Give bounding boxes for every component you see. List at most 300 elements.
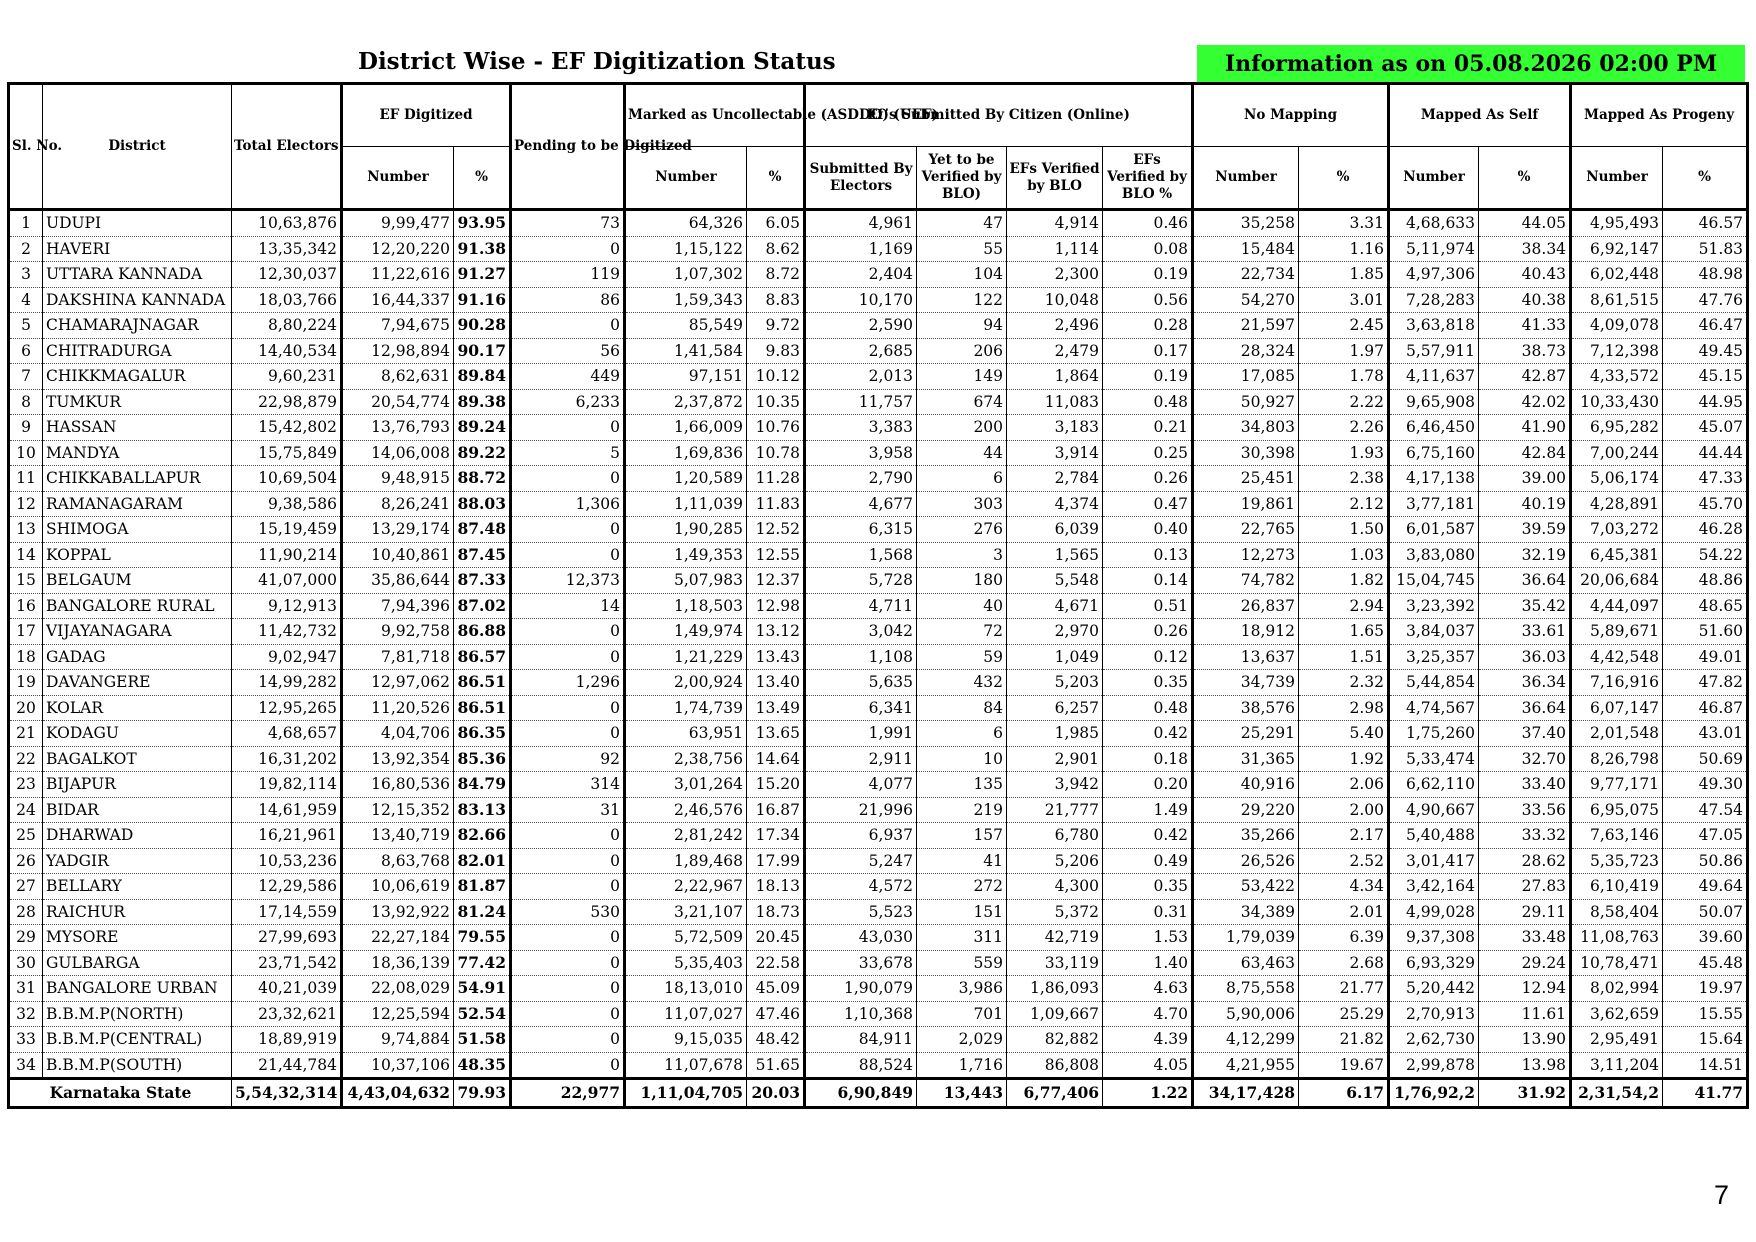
value-cell: 14,99,282: [232, 670, 342, 696]
sub-submitted-by-electors: Submitted By Electors: [805, 147, 917, 210]
total-cell: 31.92: [1479, 1079, 1571, 1108]
value-cell: 0: [511, 976, 625, 1002]
value-cell: 5,203: [1007, 670, 1103, 696]
value-cell: 25.29: [1299, 1001, 1389, 1027]
value-cell: 1,18,503: [625, 593, 747, 619]
value-cell: 9.83: [747, 338, 805, 364]
value-cell: 14.64: [747, 746, 805, 772]
value-cell: 4,21,955: [1193, 1052, 1299, 1079]
value-cell: 13.65: [747, 721, 805, 747]
value-cell: 2,38,756: [625, 746, 747, 772]
value-cell: 1,108: [805, 644, 917, 670]
value-cell: 35,86,644: [342, 568, 454, 594]
district-cell: CHITRADURGA: [43, 338, 232, 364]
table-row: [9, 466, 1748, 492]
sl-cell: 27: [9, 874, 43, 900]
value-cell: 1,991: [805, 721, 917, 747]
value-cell: 4,300: [1007, 874, 1103, 900]
value-cell: 31,365: [1193, 746, 1299, 772]
value-cell: 14,06,008: [342, 440, 454, 466]
value-cell: 1.65: [1299, 619, 1389, 645]
value-cell: 219: [917, 797, 1007, 823]
district-cell: BANGALORE URBAN: [43, 976, 232, 1002]
sl-cell: 29: [9, 925, 43, 951]
value-cell: 74,782: [1193, 568, 1299, 594]
value-cell: 4,42,548: [1571, 644, 1663, 670]
value-cell: 1,049: [1007, 644, 1103, 670]
district-cell: MYSORE: [43, 925, 232, 951]
value-cell: 8,26,241: [342, 491, 454, 517]
total-row: [9, 1079, 1748, 1108]
value-cell: 33.48: [1479, 925, 1571, 951]
value-cell: 12.94: [1479, 976, 1571, 1002]
sub-number: Number: [1571, 147, 1663, 210]
sl-cell: 20: [9, 695, 43, 721]
value-cell: 20,06,684: [1571, 568, 1663, 594]
value-cell: 22,98,879: [232, 389, 342, 415]
value-cell: 3,01,417: [1389, 848, 1479, 874]
value-cell: 157: [917, 823, 1007, 849]
total-cell: 1,76,92,2: [1389, 1079, 1479, 1108]
value-cell: 3,25,357: [1389, 644, 1479, 670]
value-cell: 122: [917, 287, 1007, 313]
value-cell: 3,01,264: [625, 772, 747, 798]
table-row: [9, 848, 1748, 874]
district-cell: BANGALORE RURAL: [43, 593, 232, 619]
value-cell: 18,36,139: [342, 950, 454, 976]
value-cell: 10,40,861: [342, 542, 454, 568]
value-cell: 104: [917, 262, 1007, 288]
value-cell: 21.77: [1299, 976, 1389, 1002]
value-cell: 12,25,594: [342, 1001, 454, 1027]
district-cell: TUMKUR: [43, 389, 232, 415]
value-cell: 5,523: [805, 899, 917, 925]
district-cell: CHAMARAJNAGAR: [43, 313, 232, 339]
table-row: [9, 1027, 1748, 1053]
value-cell: 43,030: [805, 925, 917, 951]
value-cell: 9,38,586: [232, 491, 342, 517]
value-cell: 21,777: [1007, 797, 1103, 823]
total-cell: 6,77,406: [1007, 1079, 1103, 1108]
value-cell: 3,942: [1007, 772, 1103, 798]
value-cell: 18,13,010: [625, 976, 747, 1002]
value-cell: 4,711: [805, 593, 917, 619]
value-cell: 7,00,244: [1571, 440, 1663, 466]
value-cell: 2.00: [1299, 797, 1389, 823]
table-row: [9, 262, 1748, 288]
value-cell: 0.26: [1103, 466, 1193, 492]
value-cell: 88,524: [805, 1052, 917, 1079]
table-row: [9, 899, 1748, 925]
sl-cell: 28: [9, 899, 43, 925]
value-cell: 37.40: [1479, 721, 1571, 747]
value-cell: 46.87: [1663, 695, 1748, 721]
value-cell: 6,95,075: [1571, 797, 1663, 823]
value-cell: 14,61,959: [232, 797, 342, 823]
value-cell: 89.24: [454, 415, 511, 441]
district-cell: B.B.M.P(NORTH): [43, 1001, 232, 1027]
value-cell: 23,71,542: [232, 950, 342, 976]
value-cell: 20,54,774: [342, 389, 454, 415]
value-cell: 2,01,548: [1571, 721, 1663, 747]
value-cell: 86,808: [1007, 1052, 1103, 1079]
value-cell: 15,42,802: [232, 415, 342, 441]
value-cell: 35,266: [1193, 823, 1299, 849]
value-cell: 272: [917, 874, 1007, 900]
value-cell: 1,10,368: [805, 1001, 917, 1027]
value-cell: 5,372: [1007, 899, 1103, 925]
value-cell: 5,35,403: [625, 950, 747, 976]
table-row: [9, 542, 1748, 568]
table-row: [9, 695, 1748, 721]
district-cell: KOPPAL: [43, 542, 232, 568]
value-cell: 4,28,891: [1571, 491, 1663, 517]
value-cell: 13.40: [747, 670, 805, 696]
sub-number: Number: [625, 147, 747, 210]
value-cell: 1,07,302: [625, 262, 747, 288]
value-cell: 52.54: [454, 1001, 511, 1027]
value-cell: 50.86: [1663, 848, 1748, 874]
sl-cell: 30: [9, 950, 43, 976]
total-cell: 6.17: [1299, 1079, 1389, 1108]
table-row: [9, 721, 1748, 747]
value-cell: 10,53,236: [232, 848, 342, 874]
value-cell: 0: [511, 823, 625, 849]
value-cell: 44.95: [1663, 389, 1748, 415]
value-cell: 47.82: [1663, 670, 1748, 696]
value-cell: 33.32: [1479, 823, 1571, 849]
value-cell: 11,083: [1007, 389, 1103, 415]
sl-cell: 6: [9, 338, 43, 364]
district-cell: VIJAYANAGARA: [43, 619, 232, 645]
value-cell: 18,912: [1193, 619, 1299, 645]
value-cell: 0.47: [1103, 491, 1193, 517]
value-cell: 17.99: [747, 848, 805, 874]
value-cell: 200: [917, 415, 1007, 441]
value-cell: 10,06,619: [342, 874, 454, 900]
value-cell: 93.95: [454, 210, 511, 237]
value-cell: 0.40: [1103, 517, 1193, 543]
value-cell: 40,21,039: [232, 976, 342, 1002]
value-cell: 7,12,398: [1571, 338, 1663, 364]
table-row: [9, 950, 1748, 976]
value-cell: 6: [917, 721, 1007, 747]
table-row: [9, 1052, 1748, 1079]
value-cell: 7,94,396: [342, 593, 454, 619]
value-cell: 6,233: [511, 389, 625, 415]
district-cell: HASSAN: [43, 415, 232, 441]
value-cell: 12,15,352: [342, 797, 454, 823]
value-cell: 1.97: [1299, 338, 1389, 364]
district-cell: CHIKKMAGALUR: [43, 364, 232, 390]
report-title: District Wise - EF Digitization Status: [358, 48, 836, 75]
value-cell: 4,572: [805, 874, 917, 900]
value-cell: 9,37,308: [1389, 925, 1479, 951]
value-cell: 18,89,919: [232, 1027, 342, 1053]
value-cell: 0.48: [1103, 389, 1193, 415]
value-cell: 8.72: [747, 262, 805, 288]
value-cell: 7,63,146: [1571, 823, 1663, 849]
value-cell: 48.86: [1663, 568, 1748, 594]
value-cell: 36.64: [1479, 695, 1571, 721]
col-ef-digitized: EF Digitized: [342, 84, 511, 147]
value-cell: 4,68,657: [232, 721, 342, 747]
value-cell: 0: [511, 236, 625, 262]
sl-cell: 14: [9, 542, 43, 568]
value-cell: 6,341: [805, 695, 917, 721]
sub-yet-verified: Yet to be Verified by BLO): [917, 147, 1007, 210]
value-cell: 2.38: [1299, 466, 1389, 492]
value-cell: 8,61,515: [1571, 287, 1663, 313]
table-row: [9, 364, 1748, 390]
value-cell: 12,20,220: [342, 236, 454, 262]
value-cell: 3,11,204: [1571, 1052, 1663, 1079]
value-cell: 40: [917, 593, 1007, 619]
value-cell: 29,220: [1193, 797, 1299, 823]
value-cell: 2.52: [1299, 848, 1389, 874]
value-cell: 530: [511, 899, 625, 925]
value-cell: 2.94: [1299, 593, 1389, 619]
value-cell: 7,28,283: [1389, 287, 1479, 313]
value-cell: 1,20,589: [625, 466, 747, 492]
value-cell: 11.28: [747, 466, 805, 492]
value-cell: 1.40: [1103, 950, 1193, 976]
value-cell: 48.98: [1663, 262, 1748, 288]
value-cell: 7,94,675: [342, 313, 454, 339]
value-cell: 2.17: [1299, 823, 1389, 849]
value-cell: 8,75,558: [1193, 976, 1299, 1002]
value-cell: 19,861: [1193, 491, 1299, 517]
value-cell: 21.82: [1299, 1027, 1389, 1053]
value-cell: 5,89,671: [1571, 619, 1663, 645]
value-cell: 86.51: [454, 670, 511, 696]
value-cell: 1.78: [1299, 364, 1389, 390]
value-cell: 4.39: [1103, 1027, 1193, 1053]
value-cell: 3,42,164: [1389, 874, 1479, 900]
sl-cell: 8: [9, 389, 43, 415]
total-cell: 1,11,04,705: [625, 1079, 747, 1108]
value-cell: 4,33,572: [1571, 364, 1663, 390]
value-cell: 3,83,080: [1389, 542, 1479, 568]
value-cell: 12.55: [747, 542, 805, 568]
sl-cell: 19: [9, 670, 43, 696]
value-cell: 32.70: [1479, 746, 1571, 772]
table-row: [9, 491, 1748, 517]
value-cell: 151: [917, 899, 1007, 925]
value-cell: 86: [511, 287, 625, 313]
value-cell: 6.05: [747, 210, 805, 237]
sub-efs-verified-pct: EFs Verified by BLO %: [1103, 147, 1193, 210]
district-cell: UTTARA KANNADA: [43, 262, 232, 288]
value-cell: 4,09,078: [1571, 313, 1663, 339]
total-cell: 22,977: [511, 1079, 625, 1108]
value-cell: 3,914: [1007, 440, 1103, 466]
total-cell: 41.77: [1663, 1079, 1748, 1108]
value-cell: 7,03,272: [1571, 517, 1663, 543]
value-cell: 87.48: [454, 517, 511, 543]
total-cell: 1.22: [1103, 1079, 1193, 1108]
value-cell: 54.22: [1663, 542, 1748, 568]
district-cell: DAVANGERE: [43, 670, 232, 696]
value-cell: 39.60: [1663, 925, 1748, 951]
value-cell: 0.28: [1103, 313, 1193, 339]
value-cell: 31: [511, 797, 625, 823]
value-cell: 0.31: [1103, 899, 1193, 925]
value-cell: 82.66: [454, 823, 511, 849]
value-cell: 79.55: [454, 925, 511, 951]
value-cell: 45.70: [1663, 491, 1748, 517]
value-cell: 4,12,299: [1193, 1027, 1299, 1053]
value-cell: 10.35: [747, 389, 805, 415]
value-cell: 135: [917, 772, 1007, 798]
value-cell: 6.39: [1299, 925, 1389, 951]
value-cell: 0: [511, 1001, 625, 1027]
sl-cell: 4: [9, 287, 43, 313]
value-cell: 1,114: [1007, 236, 1103, 262]
value-cell: 49.01: [1663, 644, 1748, 670]
value-cell: 45.48: [1663, 950, 1748, 976]
value-cell: 13,92,354: [342, 746, 454, 772]
value-cell: 0: [511, 644, 625, 670]
value-cell: 276: [917, 517, 1007, 543]
value-cell: 5,20,442: [1389, 976, 1479, 1002]
value-cell: 1.03: [1299, 542, 1389, 568]
value-cell: 4,04,706: [342, 721, 454, 747]
value-cell: 11,07,678: [625, 1052, 747, 1079]
value-cell: 17,14,559: [232, 899, 342, 925]
value-cell: 28.62: [1479, 848, 1571, 874]
value-cell: 13,76,793: [342, 415, 454, 441]
value-cell: 23,32,621: [232, 1001, 342, 1027]
value-cell: 1.93: [1299, 440, 1389, 466]
district-cell: RAMANAGARAM: [43, 491, 232, 517]
value-cell: 35,258: [1193, 210, 1299, 237]
value-cell: 0: [511, 517, 625, 543]
value-cell: 28,324: [1193, 338, 1299, 364]
value-cell: 88.03: [454, 491, 511, 517]
value-cell: 1.53: [1103, 925, 1193, 951]
value-cell: 5,728: [805, 568, 917, 594]
value-cell: 40,916: [1193, 772, 1299, 798]
sub-percent: %: [454, 147, 511, 210]
value-cell: 27,99,693: [232, 925, 342, 951]
value-cell: 0.12: [1103, 644, 1193, 670]
sub-percent: %: [1299, 147, 1389, 210]
value-cell: 5,72,509: [625, 925, 747, 951]
sl-cell: 3: [9, 262, 43, 288]
value-cell: 59: [917, 644, 1007, 670]
value-cell: 91.38: [454, 236, 511, 262]
value-cell: 14: [511, 593, 625, 619]
district-cell: UDUPI: [43, 210, 232, 237]
value-cell: 20.45: [747, 925, 805, 951]
value-cell: 12.52: [747, 517, 805, 543]
value-cell: 2,013: [805, 364, 917, 390]
value-cell: 38.73: [1479, 338, 1571, 364]
value-cell: 22.58: [747, 950, 805, 976]
value-cell: 41.90: [1479, 415, 1571, 441]
value-cell: 11,20,526: [342, 695, 454, 721]
value-cell: 2.01: [1299, 899, 1389, 925]
value-cell: 13,35,342: [232, 236, 342, 262]
district-cell: GULBARGA: [43, 950, 232, 976]
table-row: [9, 797, 1748, 823]
value-cell: 7,16,916: [1571, 670, 1663, 696]
value-cell: 81.87: [454, 874, 511, 900]
value-cell: 6,039: [1007, 517, 1103, 543]
total-cell: 2,31,54,2: [1571, 1079, 1663, 1108]
value-cell: 51.60: [1663, 619, 1748, 645]
value-cell: 2,300: [1007, 262, 1103, 288]
value-cell: 50,927: [1193, 389, 1299, 415]
page-number: 7: [1714, 1180, 1730, 1210]
value-cell: 43.01: [1663, 721, 1748, 747]
value-cell: 5.40: [1299, 721, 1389, 747]
sl-cell: 22: [9, 746, 43, 772]
value-cell: 18,03,766: [232, 287, 342, 313]
sl-cell: 10: [9, 440, 43, 466]
value-cell: 3,21,107: [625, 899, 747, 925]
value-cell: 82.01: [454, 848, 511, 874]
value-cell: 4,99,028: [1389, 899, 1479, 925]
value-cell: 39.59: [1479, 517, 1571, 543]
value-cell: 86.57: [454, 644, 511, 670]
value-cell: 29.24: [1479, 950, 1571, 976]
value-cell: 40.38: [1479, 287, 1571, 313]
value-cell: 1,864: [1007, 364, 1103, 390]
value-cell: 0: [511, 313, 625, 339]
value-cell: 6,46,450: [1389, 415, 1479, 441]
value-cell: 45.15: [1663, 364, 1748, 390]
value-cell: 0.42: [1103, 721, 1193, 747]
value-cell: 0: [511, 695, 625, 721]
value-cell: 303: [917, 491, 1007, 517]
table-body: [9, 210, 1748, 1079]
value-cell: 7,81,718: [342, 644, 454, 670]
value-cell: 45.09: [747, 976, 805, 1002]
value-cell: 0.25: [1103, 440, 1193, 466]
value-cell: 0.13: [1103, 542, 1193, 568]
district-cell: CHIKKABALLAPUR: [43, 466, 232, 492]
value-cell: 1.85: [1299, 262, 1389, 288]
value-cell: 44.05: [1479, 210, 1571, 237]
value-cell: 0: [511, 466, 625, 492]
value-cell: 90.17: [454, 338, 511, 364]
value-cell: 64,326: [625, 210, 747, 237]
value-cell: 51.58: [454, 1027, 511, 1053]
value-cell: 6,93,329: [1389, 950, 1479, 976]
value-cell: 22,765: [1193, 517, 1299, 543]
value-cell: 0.18: [1103, 746, 1193, 772]
value-cell: 0: [511, 925, 625, 951]
value-cell: 2,00,924: [625, 670, 747, 696]
table-row: [9, 746, 1748, 772]
table-row: [9, 313, 1748, 339]
value-cell: 1,79,039: [1193, 925, 1299, 951]
value-cell: 21,44,784: [232, 1052, 342, 1079]
sub-number: Number: [1193, 147, 1299, 210]
value-cell: 27.83: [1479, 874, 1571, 900]
value-cell: 84: [917, 695, 1007, 721]
value-cell: 11,757: [805, 389, 917, 415]
district-cell: BAGALKOT: [43, 746, 232, 772]
sl-cell: 2: [9, 236, 43, 262]
value-cell: 149: [917, 364, 1007, 390]
value-cell: 0.46: [1103, 210, 1193, 237]
value-cell: 5,33,474: [1389, 746, 1479, 772]
col-no-mapping: No Mapping: [1193, 84, 1389, 147]
value-cell: 16,21,961: [232, 823, 342, 849]
